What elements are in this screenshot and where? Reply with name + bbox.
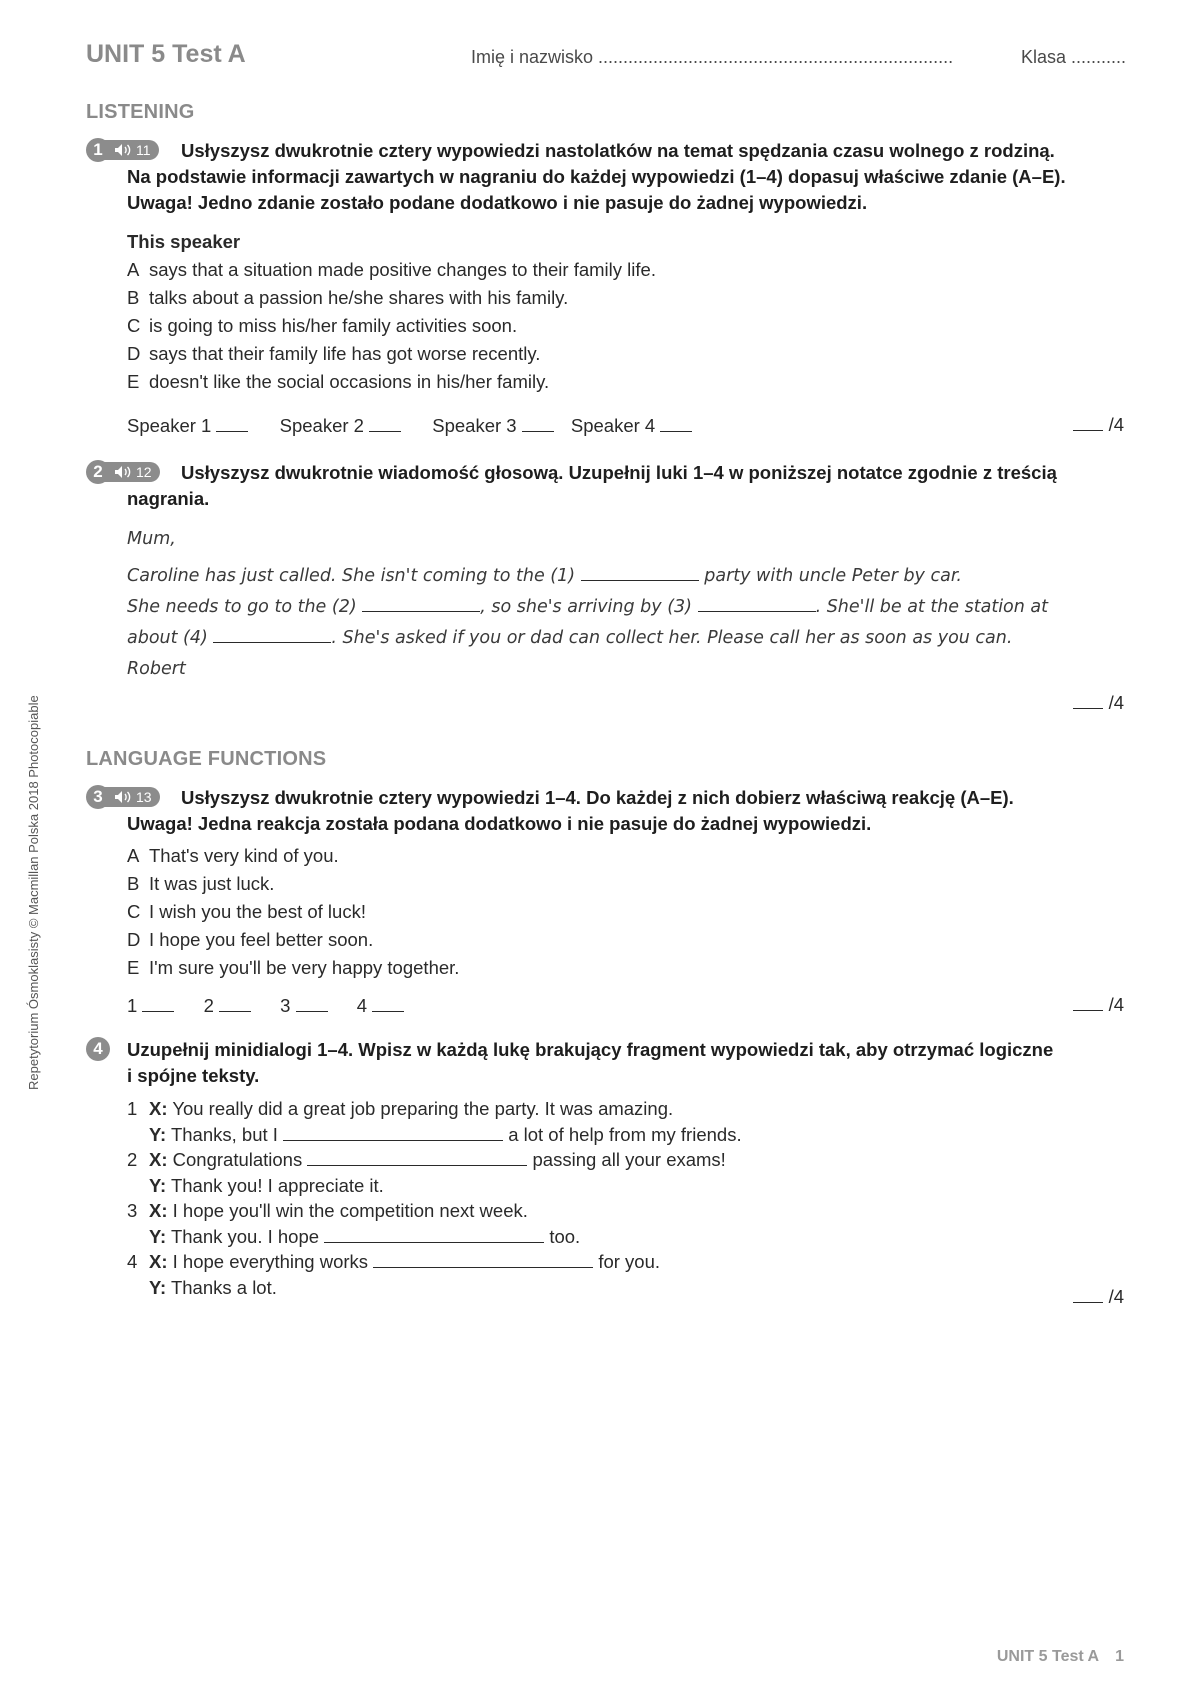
unit-title: UNIT 5 Test A — [86, 40, 246, 68]
task-number: 3 — [86, 785, 110, 809]
note-signature: Robert — [127, 659, 186, 679]
dialogue-3-y: Y: Thank you. I hope too. — [149, 1225, 581, 1247]
gap-3-blank[interactable] — [698, 593, 816, 612]
task-3-score: /4 — [1073, 992, 1124, 1016]
note-greeting: Mum, — [127, 529, 176, 549]
task-number: 4 — [86, 1037, 110, 1061]
option-a: A says that a situation made positive changes to their family life. — [127, 259, 656, 280]
instruction-line: Na podstawie informacji zawartych w nagraniu do każdej wypowiedzi (1–4) dopasuj właściwe zdanie (A–E). — [127, 166, 1066, 187]
answer-blank[interactable] — [372, 993, 404, 1012]
gap-1-blank[interactable] — [283, 1122, 503, 1141]
option-d: D says that their family life has got worse recently. — [127, 343, 541, 364]
gap-3-blank[interactable] — [324, 1224, 544, 1243]
task-4-dialogues — [127, 1096, 742, 1300]
note-line-2: She needs to go to the (2) , so she's arriving by (3) . She'll be at the station at — [127, 592, 1127, 623]
task-number: 1 — [86, 138, 110, 162]
score-blank[interactable] — [1073, 1284, 1103, 1303]
task-number: 2 — [86, 460, 110, 484]
answer-blank[interactable] — [216, 413, 248, 432]
task-2-instruction — [127, 460, 1127, 512]
dialogue-4-y: Y: Thanks a lot. — [149, 1276, 277, 1298]
instruction-line: Usłyszysz dwukrotnie cztery wypowiedzi nastolatków na temat spędzania czasu wolnego z rodziną. — [181, 140, 1055, 161]
dialogue-4-x: 4 X: I hope everything works for you. — [127, 1251, 661, 1272]
option-d: D I hope you feel better soon. — [127, 929, 374, 950]
task-1-answer-row: Speaker 1 Speaker 2 Speaker 3 Speaker 4 — [127, 412, 692, 440]
page-number: 1 — [1115, 1648, 1124, 1665]
audio-track-number: 12 — [136, 464, 152, 480]
copyright-side-label: Repetytorium Ósmoklasisty © Macmillan Polska 2018 Photocopiable — [26, 695, 41, 1090]
task-4-score: /4 — [1073, 1284, 1124, 1308]
instruction-line: Uzupełnij minidialogi 1–4. Wpisz w każdą lukę brakujący fragment wypowiedzi tak, aby otrzymać logiczne — [127, 1039, 1054, 1060]
instruction-line: Uwaga! Jedno zdanie zostało podane dodatkowo i nie pasuje do żadnej wypowiedzi. — [127, 192, 868, 213]
instruction-line: i spójne teksty. — [127, 1065, 260, 1086]
gap-4-blank[interactable] — [373, 1249, 593, 1268]
instruction-line: Usłyszysz dwukrotnie wiadomość głosową. Uzupełnij luki 1–4 w poniższej notatce zgodnie z treścią — [181, 462, 1057, 483]
answer-blank[interactable] — [369, 413, 401, 432]
answer-blank[interactable] — [296, 993, 328, 1012]
audio-track-number: 13 — [136, 789, 152, 805]
task-4-instruction — [127, 1037, 1127, 1089]
gap-1-blank[interactable] — [581, 562, 699, 581]
section-heading-language-functions: LANGUAGE FUNCTIONS — [86, 748, 327, 770]
gap-4-blank[interactable] — [213, 624, 331, 643]
answer-blank[interactable] — [660, 413, 692, 432]
instruction-line: Usłyszysz dwukrotnie cztery wypowiedzi 1–4. Do każdej z nich dobierz właściwą reakcję (A–E). — [181, 787, 1014, 808]
answer-blank[interactable] — [219, 993, 251, 1012]
note-line-1: Caroline has just called. She isn't coming to the (1) party with uncle Peter by car. — [127, 561, 1127, 592]
note-line-3: about (4) . She's asked if you or dad can collect her. Please call her as soon as you can. — [127, 623, 1127, 654]
option-e: E I'm sure you'll be very happy together. — [127, 957, 460, 978]
class-field: Klasa ........... — [1020, 47, 1126, 67]
option-b: B It was just luck. — [127, 873, 275, 894]
answer-blank[interactable] — [522, 413, 554, 432]
instruction-line: Uwaga! Jedna reakcja została podana dodatkowo i nie pasuje do żadnej wypowiedzi. — [127, 813, 872, 834]
dialogue-2-y: Y: Thank you! I appreciate it. — [149, 1174, 384, 1196]
task-2-note — [127, 524, 1127, 685]
task-1-instruction — [127, 138, 1127, 216]
task-4-badge — [86, 1037, 110, 1061]
task-1-options — [127, 228, 656, 396]
task-3-options — [127, 842, 459, 982]
instruction-line: nagrania. — [127, 488, 210, 509]
option-a: A That's very kind of you. — [127, 845, 339, 866]
gap-2-blank[interactable] — [307, 1147, 527, 1166]
header — [86, 40, 1126, 76]
score-blank[interactable] — [1073, 412, 1103, 431]
footer-title: UNIT 5 Test A — [996, 1648, 1100, 1665]
option-c: C I wish you the best of luck! — [127, 901, 366, 922]
footer — [997, 1648, 1124, 1666]
task-3-instruction — [127, 785, 1127, 837]
dialogue-2-x: 2 X: Congratulations passing all your exams! — [127, 1149, 726, 1170]
answer-blank[interactable] — [142, 993, 174, 1012]
audio-track-number: 11 — [136, 142, 151, 158]
name-field: Imię i nazwisko ....................................................................... — [471, 47, 954, 67]
gap-2-blank[interactable] — [362, 593, 480, 612]
score-blank[interactable] — [1073, 992, 1103, 1011]
option-b: B talks about a passion he/she shares with his family. — [127, 287, 569, 308]
task-1-score: /4 — [1073, 412, 1124, 436]
section-heading-listening: LISTENING — [86, 101, 195, 123]
dialogue-1-y: Y: Thanks, but I a lot of help from my friends. — [149, 1123, 742, 1145]
score-blank[interactable] — [1073, 690, 1103, 709]
option-c: C is going to miss his/her family activities soon. — [127, 315, 518, 336]
task-3-answer-row: 1 2 3 4 — [127, 992, 404, 1020]
dialogue-3-x: 3 X: I hope you'll win the competition next week. — [127, 1200, 528, 1221]
options-lead: This speaker — [127, 231, 241, 252]
dialogue-1-x: 1 X: You really did a great job preparing the party. It was amazing. — [127, 1098, 674, 1119]
option-e: E doesn't like the social occasions in his/her family. — [127, 371, 550, 392]
task-2-score: /4 — [1073, 690, 1124, 714]
